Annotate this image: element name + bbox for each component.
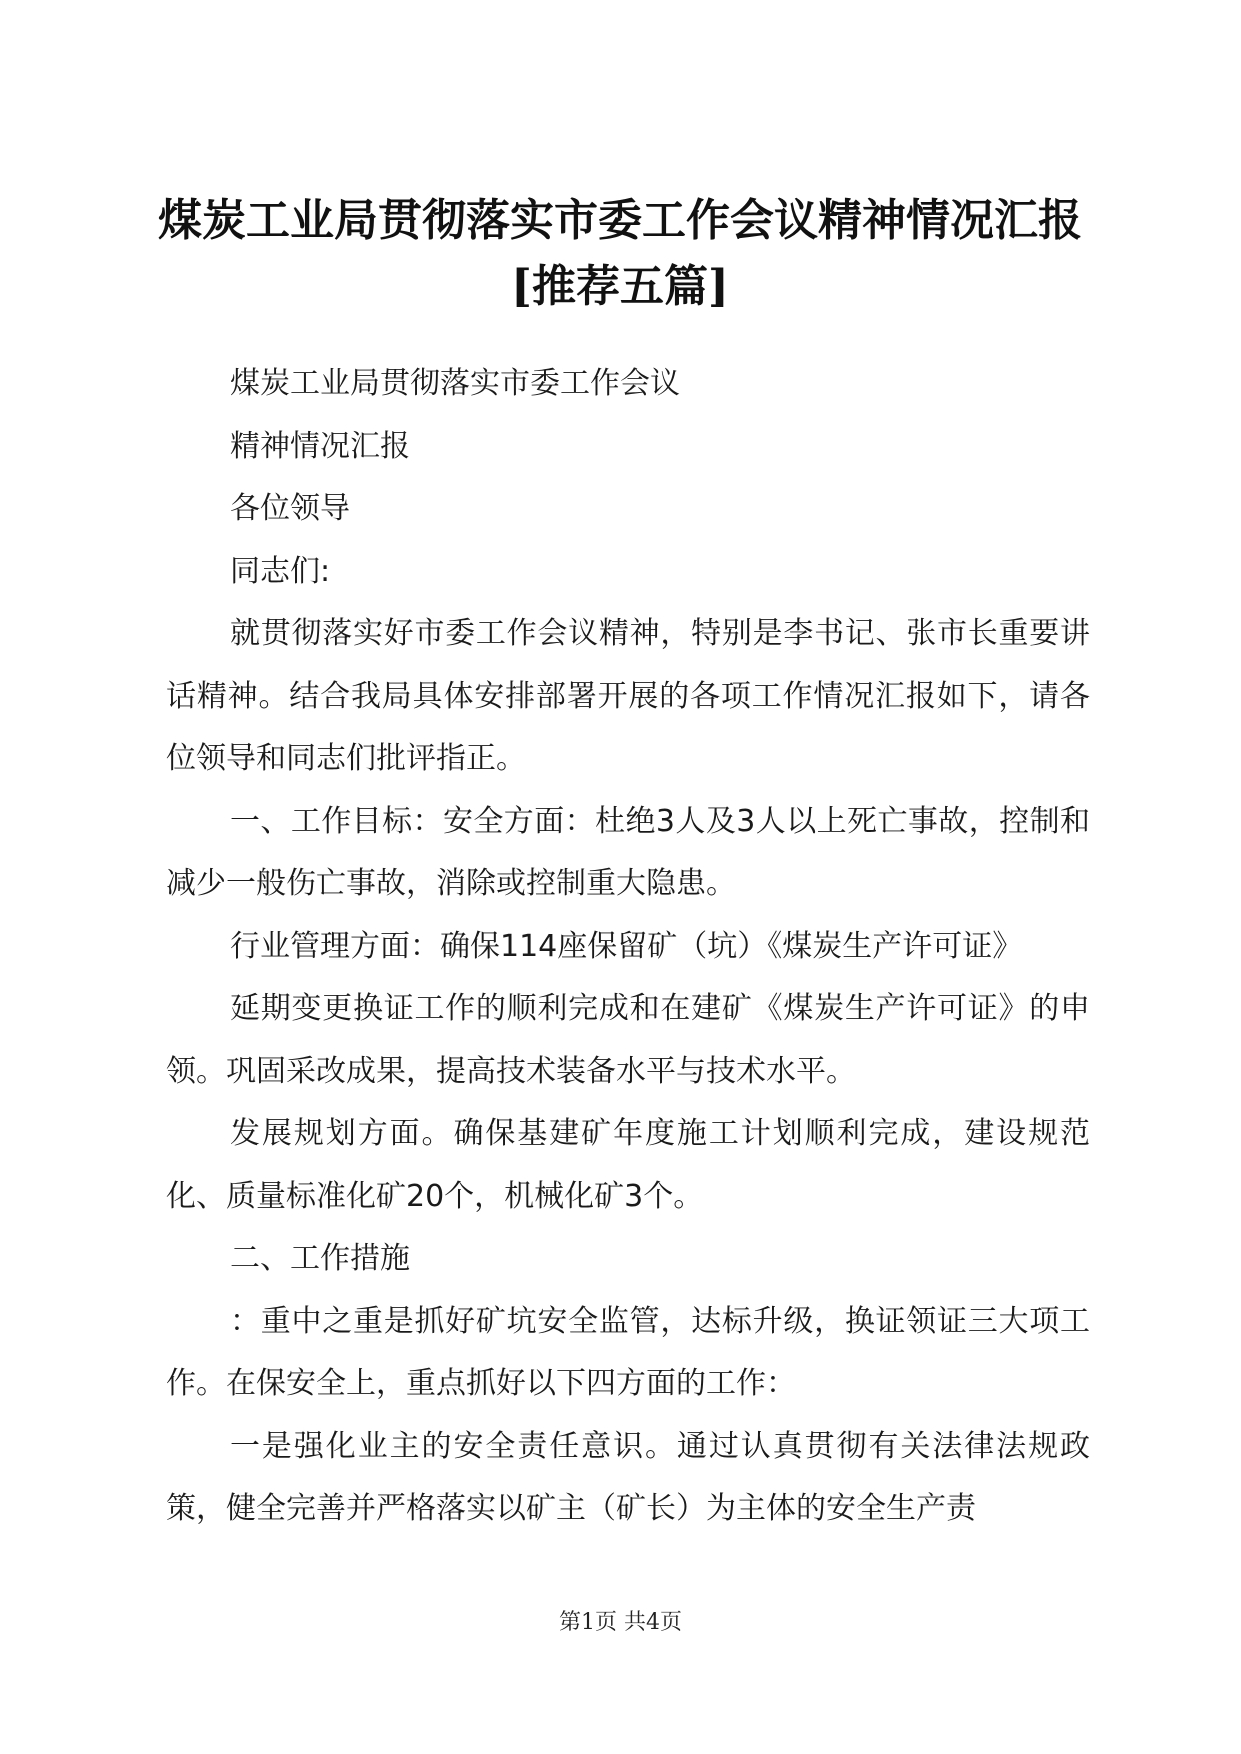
paragraph: 延期变更换证工作的顺利完成和在建矿《煤炭生产许可证》的申领。巩固采改成果，提高技术装备水平与技术水平。 — [166, 991, 1090, 1089]
paragraph: 同志们: — [230, 553, 331, 589]
document-body — [166, 353, 1090, 1541]
paragraph: 精神情况汇报 — [230, 428, 410, 464]
paragraph: 发展规划方面。确保基建矿年度施工计划顺利完成，建设规范化、质量标准化矿20个，机械化矿3个。 — [166, 1116, 1090, 1214]
paragraph: 一、工作目标：安全方面：杜绝3人及3人以上死亡事故，控制和减少一般伤亡事故，消除或控制重大隐患。 — [166, 803, 1090, 901]
paragraph: 二、工作措施 — [230, 1241, 410, 1276]
paragraph: 就贯彻落实好市委工作会议精神，特别是李书记、张市长重要讲话精神。结合我局具体安排部署开展的各项工作情况汇报如下，请各位领导和同志们批评指正。 — [166, 616, 1090, 776]
paragraph: ：重中之重是抓好矿坑安全监管，达标升级，换证领证三大项工作。在保安全上，重点抓好以下四方面的工作： — [166, 1303, 1090, 1401]
paragraph: 各位领导 — [230, 491, 350, 526]
paragraph: 煤炭工业局贯彻落实市委工作会议 — [230, 366, 680, 401]
document-title: 煤炭工业局贯彻落实市委工作会议精神情况汇报[推荐五篇] — [158, 195, 1082, 312]
page-number-footer: 第1页 共4页 — [559, 1610, 682, 1635]
paragraph: 一是强化业主的安全责任意识。通过认真贯彻有关法律法规政策，健全完善并严格落实以矿主（矿长）为主体的安全生产责 — [166, 1428, 1090, 1526]
paragraph: 行业管理方面：确保114座保留矿（坑）《煤炭生产许可证》 — [230, 928, 1023, 964]
